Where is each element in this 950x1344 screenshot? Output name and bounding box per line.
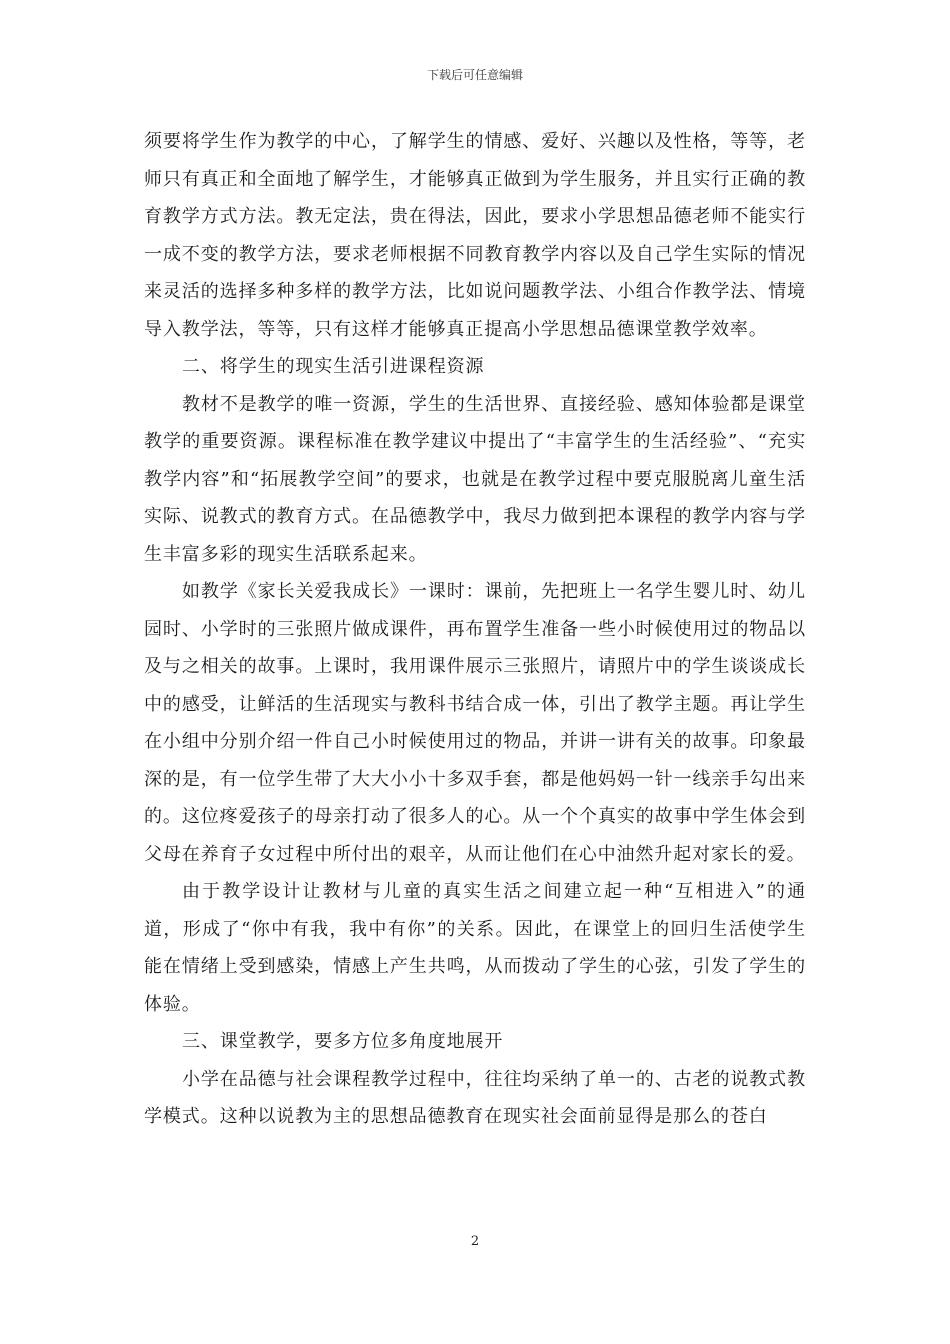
- paragraph-design-effect: 由于教学设计让教材与儿童的真实生活之间建立起一种“互相进入”的通道，形成了“你中有我，我中有你”的关系。因此，在课堂上的回归生活使学生能在情绪上受到感染，情感上产生共鸣，从而拨动了学生的心弦，引发了学生的体验。: [144, 881, 806, 1015]
- section-heading-2: 二、将学生的现实生活引进课程资源: [182, 356, 485, 377]
- page-header: 下载后可任意编辑: [426, 68, 523, 82]
- paragraph-continuation: 须要将学生作为教学的中心，了解学生的情感、爱好、兴趣以及性格，等等，老师只有真正和全面地了解学生，才能够真正做到为学生服务，并且实行正确的教育教学方式方法。教无定法，贵在得法，因此，要求小学思想品德老师不能实行一成不变的教学方法，要求老师根据不同教育教学内容以及自己学生实际的情况来灵活的选择多种多样的教学方法，比如说问题教学法、小组合作教学法、情境导入教学法，等等，只有这样才能够真正提高小学思想品德课堂教学效率。: [144, 131, 806, 340]
- paragraph-textbook-resource: 教材不是教学的唯一资源，学生的生活世界、直接经验、感知体验都是课堂教学的重要资源。课程标准在教学建议中提出了“丰富学生的生活经验”、“充实教学内容”和“拓展教学空间”的要求，也就是在教学过程中要克服脱离儿童生活实际、说教式的教育方式。在品德教学中，我尽力做到把本课程的教学内容与学生丰富多彩的现实生活联系起来。: [144, 393, 806, 565]
- paragraph-teaching-mode: 小学在品德与社会课程教学过程中，往往均采纳了单一的、古老的说教式教学模式。这种以说教为主的思想品德教育在现实社会面前显得是那么的苍白: [144, 1068, 806, 1127]
- section-heading-3: 三、课堂教学，要多方位多角度地展开: [182, 1031, 504, 1052]
- page-number: 2: [470, 1234, 480, 1249]
- document-body: [144, 123, 806, 1136]
- paragraph-lesson-example: 如教学《家长关爱我成长》一课时：课前，先把班上一名学生婴儿时、幼儿园时、小学时的三张照片做成课件，再布置学生准备一些小时候使用过的物品以及与之相关的故事。上课时，我用课件展示三张照片，请照片中的学生谈谈成长中的感受，让鲜活的生活现实与教科书结合成一体，引出了教学主题。再让学生在小组中分别介绍一件自己小时候使用过的物品，并讲一讲有关的故事。印象最深的是，有一位学生带了大大小小十多双手套，都是他妈妈一针一线亲手勾出来的。这位疼爱孩子的母亲打动了很多人的心。从一个个真实的故事中学生体会到父母在养育子女过程中所付出的艰辛，从而让他们在心中油然升起对家长的爱。: [144, 581, 806, 865]
